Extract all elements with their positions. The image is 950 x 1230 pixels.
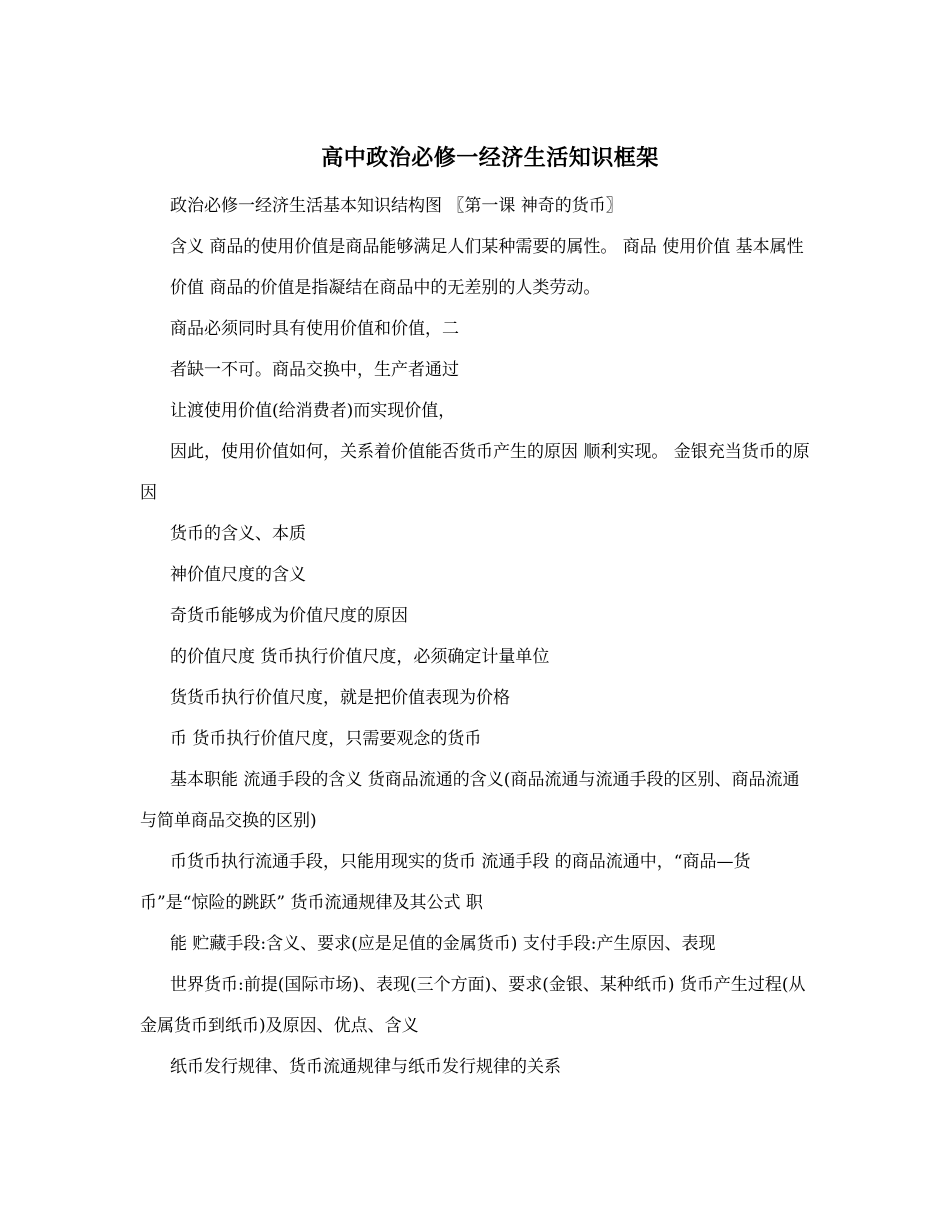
paragraph: 币货币执行流通手段，只能用现实的货币 流通手段 的商品流通中，“商品—货币”是“惊险的跳跃” 货币流通规律及其公式 职 — [140, 852, 751, 913]
paragraph: 奇货币能够成为价值尺度的原因 — [170, 606, 408, 626]
paragraph: 神价值尺度的含义 — [170, 565, 306, 585]
paragraph: 货币的含义、本质 — [170, 524, 306, 544]
paragraph: 货货币执行价值尺度，就是把价值表现为价格 — [170, 688, 510, 708]
paragraph: 币 货币执行价值尺度，只需要观念的货币 — [170, 729, 482, 749]
paragraph: 商品必须同时具有使用价值和价值，二 — [170, 319, 459, 339]
paragraph: 者缺一不可。商品交换中，生产者通过 — [170, 360, 459, 380]
document-body — [140, 186, 810, 1088]
paragraph: 让渡使用价值(给消费者)而实现价值， — [170, 401, 456, 421]
paragraph: 世界货币:前提(国际市场)、表现(三个方面)、要求(金银、某种纸币) 货币产生过程(从金属货币到纸币)及原因、优点、含义 — [140, 975, 806, 1036]
document-title: 高中政治必修一经济生活知识框架 — [321, 145, 659, 171]
paragraph: 基本职能 流通手段的含义 货商品流通的含义(商品流通与流通手段的区别、商品流通与简单商品交换的区别) — [140, 770, 800, 831]
paragraph: 能 贮藏手段:含义、要求(应是足值的金属货币) 支付手段:产生原因、表现 — [170, 934, 716, 954]
paragraph: 含义 商品的使用价值是商品能够满足人们某种需要的属性。 商品 使用价值 基本属性 — [170, 237, 804, 257]
paragraph: 的价值尺度 货币执行价值尺度，必须确定计量单位 — [170, 647, 550, 667]
paragraph: 因此，使用价值如何，关系着价值能否货币产生的原因 顺利实现。 金银充当货币的原因 — [140, 442, 810, 503]
paragraph: 政治必修一经济生活基本知识结构图 〖第一课 神奇的货币〗 — [170, 196, 623, 216]
paragraph: 纸币发行规律、货币流通规律与纸币发行规律的关系 — [170, 1057, 561, 1077]
paragraph: 价值 商品的价值是指凝结在商品中的无差别的人类劳动。 — [170, 278, 601, 298]
